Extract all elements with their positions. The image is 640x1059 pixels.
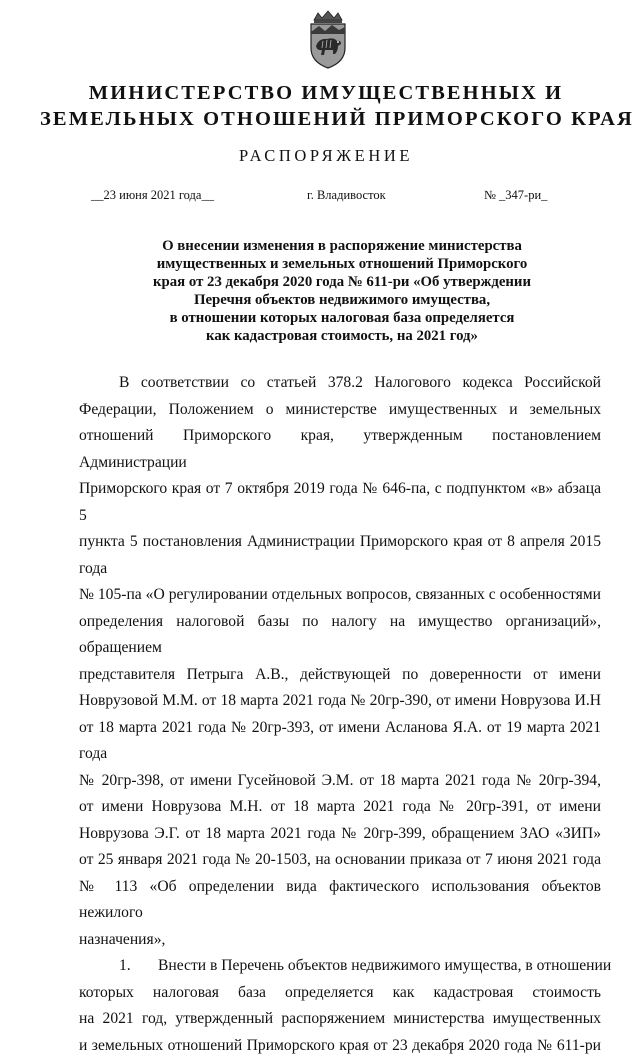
body-line: определения налоговой базы по налогу на имущество организаций», обращением [79,609,601,662]
ministry-name-line-1: МИНИСТЕРСТВО ИМУЩЕСТВЕННЫХ И [40,80,612,106]
subject-line: имущественных и земельных отношений Приморского [130,255,554,273]
document-type: РАСПОРЯЖЕНИЕ [40,146,612,166]
document-number: № _347-ри_ [484,188,547,203]
body-line: пункта 5 постановления Администрации Приморского края от 8 апреля 2015 года [79,529,601,582]
subject-line: Перечня объектов недвижимого имущества, [130,291,554,309]
body-line: № 113 «Об определении вида фактического использования объектов нежилого [79,874,601,927]
body-line: представителя Петрыга А.В., действующей по доверенности от имени [79,662,601,689]
document-date: __23 июня 2021 года__ [91,188,214,203]
primorsky-krai-coat-of-arms-icon [305,10,351,70]
body-line: которых налоговая база определяется как кадастровая стоимость [79,980,601,1007]
subject-line: как кадастровая стоимость, на 2021 год» [130,327,554,345]
body-line: и земельных отношений Приморского края от 23 декабря 2020 года № 611-ри [79,1033,601,1059]
ministry-name [40,80,612,132]
subject-line: края от 23 декабря 2020 года № 611-ри «Об утверждении [130,273,554,291]
body-line: от 25 января 2021 года № 20-1503, на основании приказа от 7 июня 2021 года [79,847,601,874]
body-line: от имени Новрузова М.Н. от 18 марта 2021 года № 20гр-391, от имени [79,794,601,821]
ministry-name-line-2: ЗЕМЕЛЬНЫХ ОТНОШЕНИЙ ПРИМОРСКОГО КРАЯ [40,106,612,132]
body-line: В соответствии со статьей 378.2 Налогового кодекса Российской [79,370,601,397]
subject-line: О внесении изменения в распоряжение министерства [130,237,554,255]
subject-line: в отношении которых налоговая база определяется [130,309,554,327]
body-line: № 20гр-398, от имени Гусейновой Э.М. от 18 марта 2021 года № 20гр-394, [79,768,601,795]
body-line: от 18 марта 2021 года № 20гр-393, от имени Асланова Я.А. от 19 марта 2021 года [79,715,601,768]
body-line: Новрузова Э.Г. от 18 марта 2021 года № 20гр-399, обращением ЗАО «ЗИП» [79,821,601,848]
body-line: № 105-па «О регулировании отдельных вопросов, связанных с особенностями [79,582,601,609]
body-line: Федерации, Положением о министерстве имущественных и земельных [79,397,601,424]
body-line: Новрузовой М.М. от 18 марта 2021 года № 20гр-390, от имени Новрузова И.Н [79,688,601,715]
body-line: отношений Приморского края, утвержденным постановлением Администрации [79,423,601,476]
body-line: назначения», [79,927,601,954]
body-line: Приморского края от 7 октября 2019 года № 646-па, с подпунктом «в» абзаца 5 [79,476,601,529]
document-city: г. Владивосток [307,188,386,203]
document-subject [130,237,554,345]
body-line: 1. Внести в Перечень объектов недвижимого имущества, в отношении [79,953,601,980]
body-line: на 2021 год, утвержденный распоряжением министерства имущественных [79,1006,601,1033]
document-body [79,370,601,1059]
